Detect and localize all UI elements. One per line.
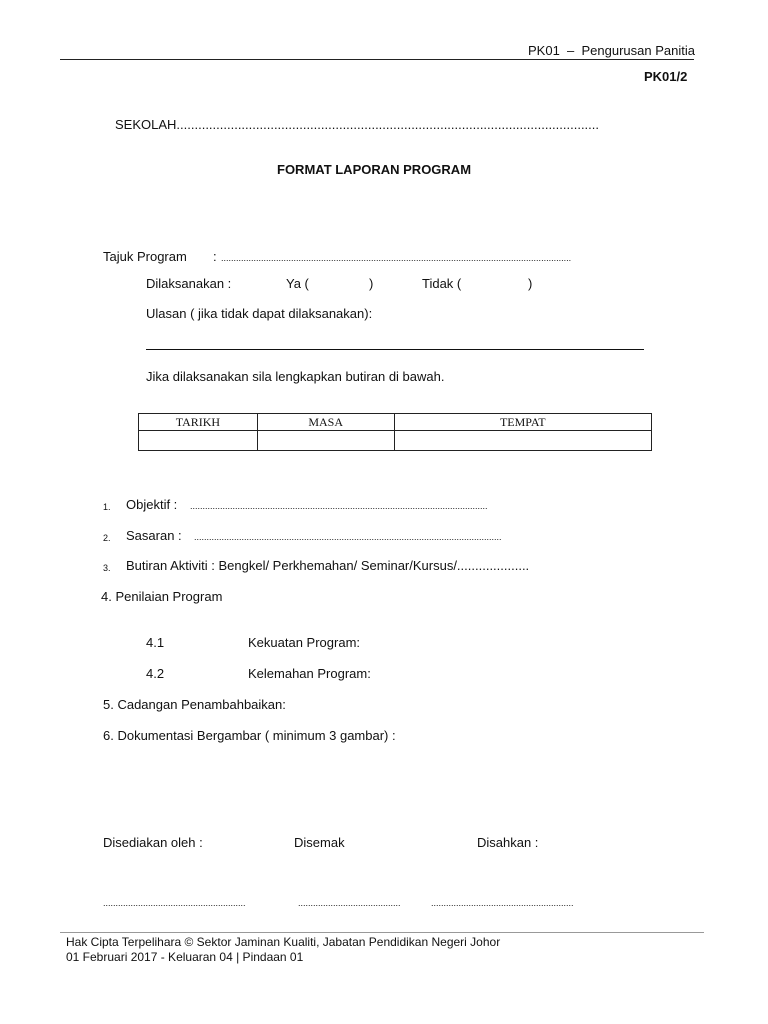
checked-signature-line: ......................................... <box>298 898 401 908</box>
revision-footer: 01 Februari 2017 - Keluaran 04 | Pindaan 01 <box>66 950 304 964</box>
program-table <box>138 413 652 451</box>
tidak-close: ) <box>528 276 533 291</box>
table-header-row <box>139 414 652 431</box>
approved-signature-line: ......................................................... <box>431 898 574 908</box>
sekolah-line <box>115 117 599 132</box>
ulasan-label: Ulasan ( jika tidak dapat dilaksanakan): <box>146 306 373 321</box>
header-dash: – <box>567 43 575 58</box>
item-4-1-number: 4.1 <box>146 635 165 650</box>
kelemahan-program: Kelemahan Program: <box>248 666 371 681</box>
butiran-aktiviti: Butiran Aktiviti : Bengkel/ Perkhemahan/ Seminar/Kursus/.................... <box>126 558 530 573</box>
penilaian-program: 4. Penilaian Program <box>101 589 223 604</box>
cell-masa <box>257 431 394 451</box>
col-masa: MASA <box>257 414 394 431</box>
cell-tarikh <box>139 431 258 451</box>
footer-rule <box>60 932 704 933</box>
ya-option: Ya ( <box>286 276 309 291</box>
item-1-number: 1. <box>103 502 111 512</box>
tidak-option: Tidak ( <box>422 276 462 291</box>
prepared-by-label: Disediakan oleh : <box>103 835 203 850</box>
item-3-number: 3. <box>103 563 111 573</box>
item-4-2-number: 4.2 <box>146 666 165 681</box>
doc-code: PK01 <box>528 43 560 58</box>
doc-title: Pengurusan Panitia <box>581 43 695 58</box>
tajuk-colon: : <box>213 249 217 264</box>
sekolah-label: SEKOLAH <box>115 117 177 132</box>
table-row <box>139 431 652 451</box>
page-title: FORMAT LAPORAN PROGRAM <box>277 162 472 177</box>
approved-by-label: Disahkan : <box>477 835 539 850</box>
cell-tempat <box>394 431 651 451</box>
instruction-text: Jika dilaksanakan sila lengkapkan butiran di bawah. <box>146 369 445 384</box>
tajuk-label: Tajuk Program <box>103 249 187 264</box>
kekuatan-program: Kekuatan Program: <box>248 635 361 650</box>
col-tarikh: TARIKH <box>139 414 258 431</box>
header-rule <box>60 59 694 60</box>
form-id: PK01/2 <box>644 69 688 84</box>
item-2-number: 2. <box>103 533 111 543</box>
copyright-footer: Hak Cipta Terpelihara © Sektor Jaminan Kualiti, Jabatan Pendidikan Negeri Johor <box>66 935 501 949</box>
tajuk-dots: ............................................................................................................................................ <box>221 253 572 263</box>
dilaksanakan-label: Dilaksanakan : <box>146 276 232 291</box>
col-tempat: TEMPAT <box>394 414 651 431</box>
document-header <box>528 43 695 58</box>
cadangan-penambahbaikan: 5. Cadangan Penambahbaikan: <box>103 697 286 712</box>
ya-close: ) <box>369 276 374 291</box>
checked-by-label: Disemak <box>294 835 345 850</box>
sasaran-label: Sasaran : <box>126 528 182 543</box>
sekolah-dots: ..................................................................................................................... <box>176 117 600 132</box>
dokumentasi-bergambar: 6. Dokumentasi Bergambar ( minimum 3 gambar) : <box>103 728 396 743</box>
ulasan-line <box>146 349 644 350</box>
prepared-signature-line: ......................................................... <box>103 898 246 908</box>
objektif-dots: ....................................................................................................................... <box>190 501 488 511</box>
sasaran-dots: ........................................................................................................................... <box>194 532 502 542</box>
objektif-label: Objektif : <box>126 497 178 512</box>
